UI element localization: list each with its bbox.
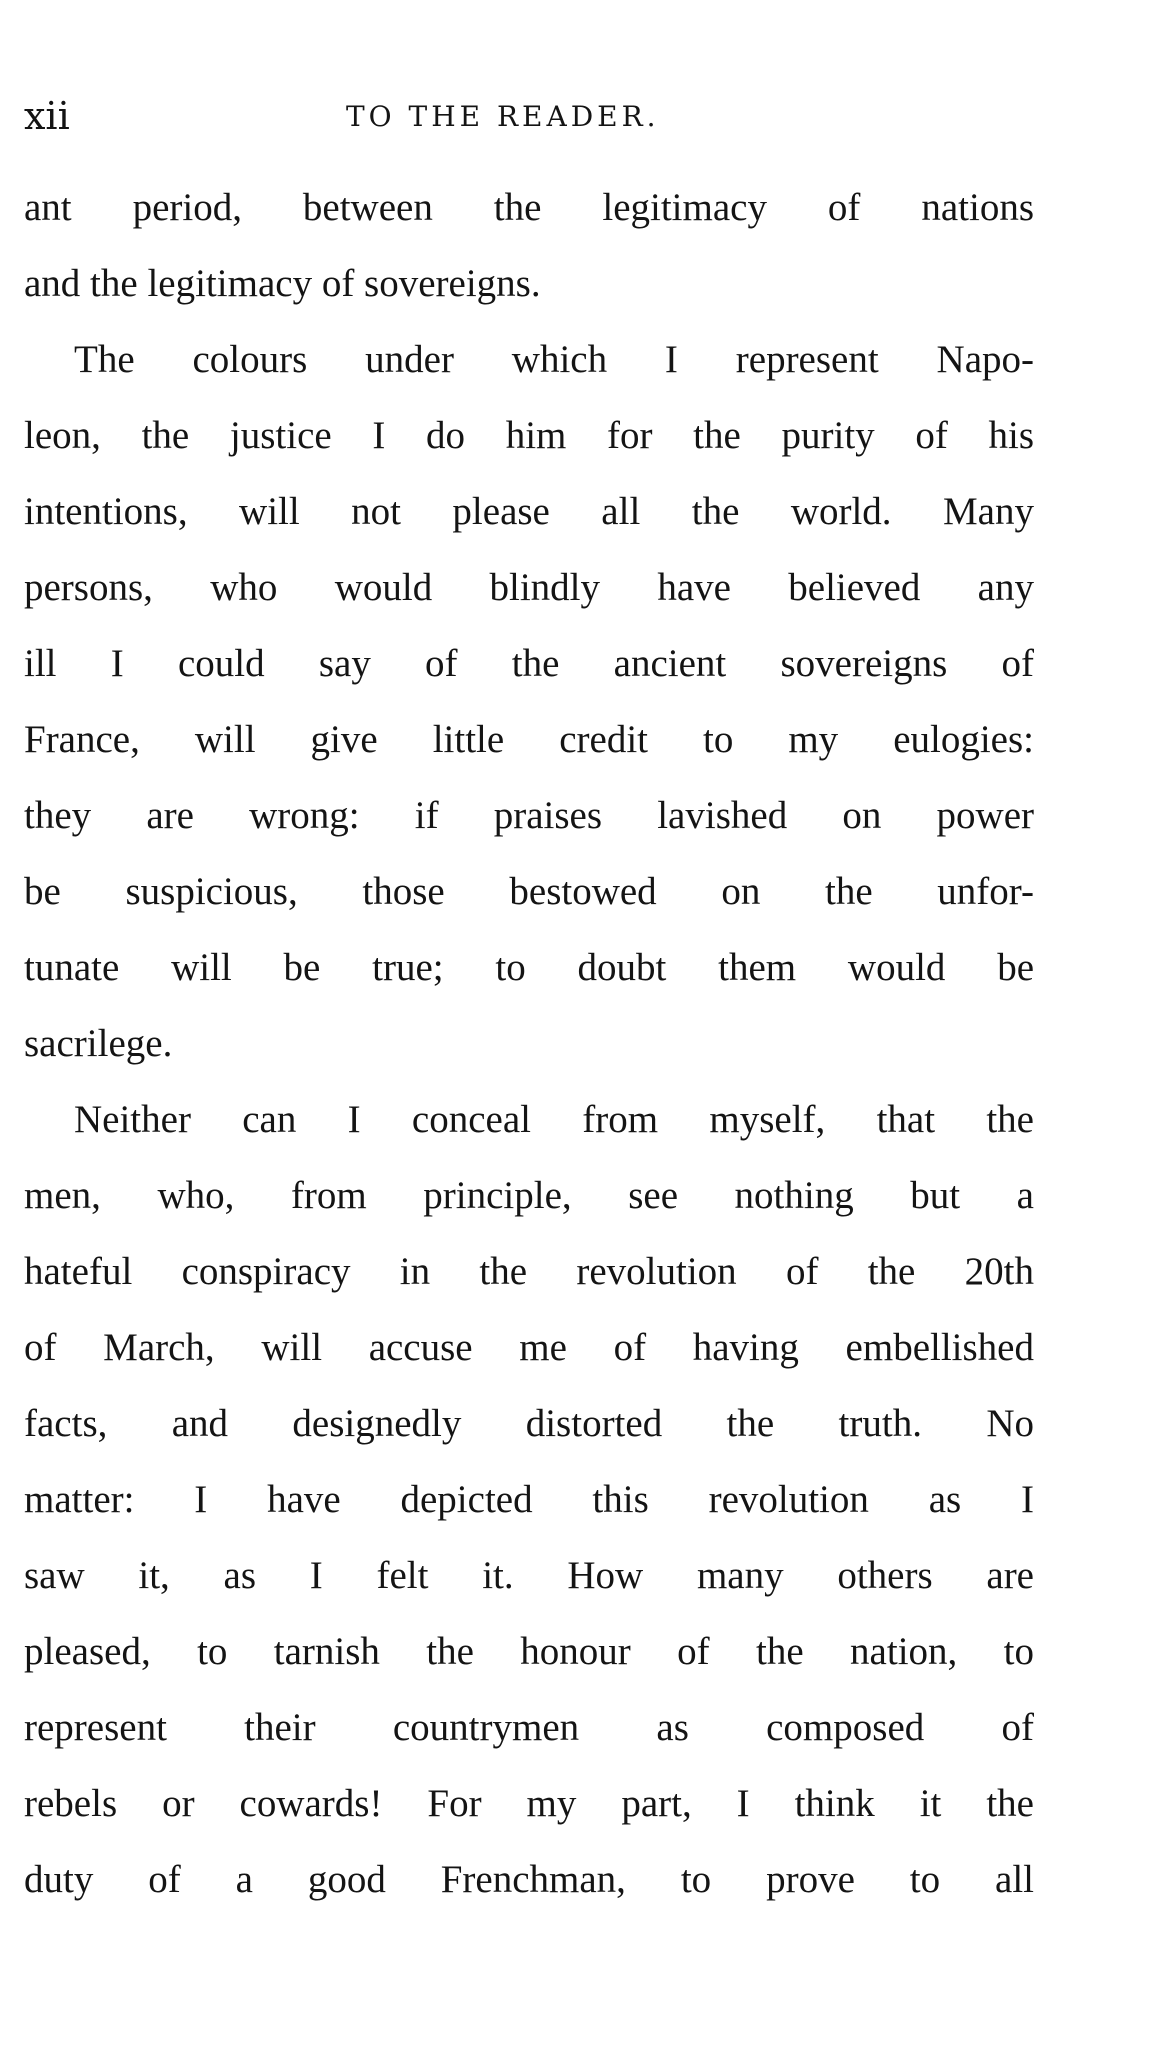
text-line: rebels or cowards! For my part, I think it the <box>24 1782 1034 1825</box>
text-line: they are wrong: if praises lavished on power <box>24 794 1034 837</box>
text-line: Neither can I conceal from myself, that the <box>74 1098 1034 1141</box>
text-line: hateful conspiracy in the revolution of the 20th <box>24 1250 1034 1293</box>
text-line: matter: I have depicted this revolution as I <box>24 1478 1034 1521</box>
text-line: be suspicious, those bestowed on the unfor- <box>24 870 1034 913</box>
text-line: leon, the justice I do him for the purity of his <box>24 414 1034 457</box>
text-line: The colours under which I represent Napo- <box>74 338 1034 381</box>
text-line: ant period, between the legitimacy of nations <box>24 186 1034 229</box>
text-line: duty of a good Frenchman, to prove to all <box>24 1858 1034 1901</box>
text-line: facts, and designedly distorted the truth. No <box>24 1402 1034 1445</box>
text-line: sacrilege. <box>24 1022 173 1065</box>
text-line: pleased, to tarnish the honour of the nation, to <box>24 1630 1034 1673</box>
page-number: xii <box>24 94 70 138</box>
body-text <box>24 170 1034 1918</box>
text-line: saw it, as I felt it. How many others are <box>24 1554 1034 1597</box>
text-line: tunate will be true; to doubt them would be <box>24 946 1034 989</box>
text-line: ill I could say of the ancient sovereigns of <box>24 642 1034 685</box>
text-line: France, will give little credit to my eulogies: <box>24 718 1034 761</box>
running-head <box>24 93 1034 139</box>
text-line: intentions, will not please all the world. Many <box>24 490 1034 533</box>
text-line: of March, will accuse me of having embellished <box>24 1326 1034 1369</box>
text-line: persons, who would blindly have believed any <box>24 566 1034 609</box>
text-line: represent their countrymen as composed of <box>24 1706 1034 1749</box>
running-title: TO THE READER. <box>346 100 660 133</box>
text-line: men, who, from principle, see nothing but a <box>24 1174 1034 1217</box>
text-line: and the legitimacy of sovereigns. <box>24 262 541 305</box>
